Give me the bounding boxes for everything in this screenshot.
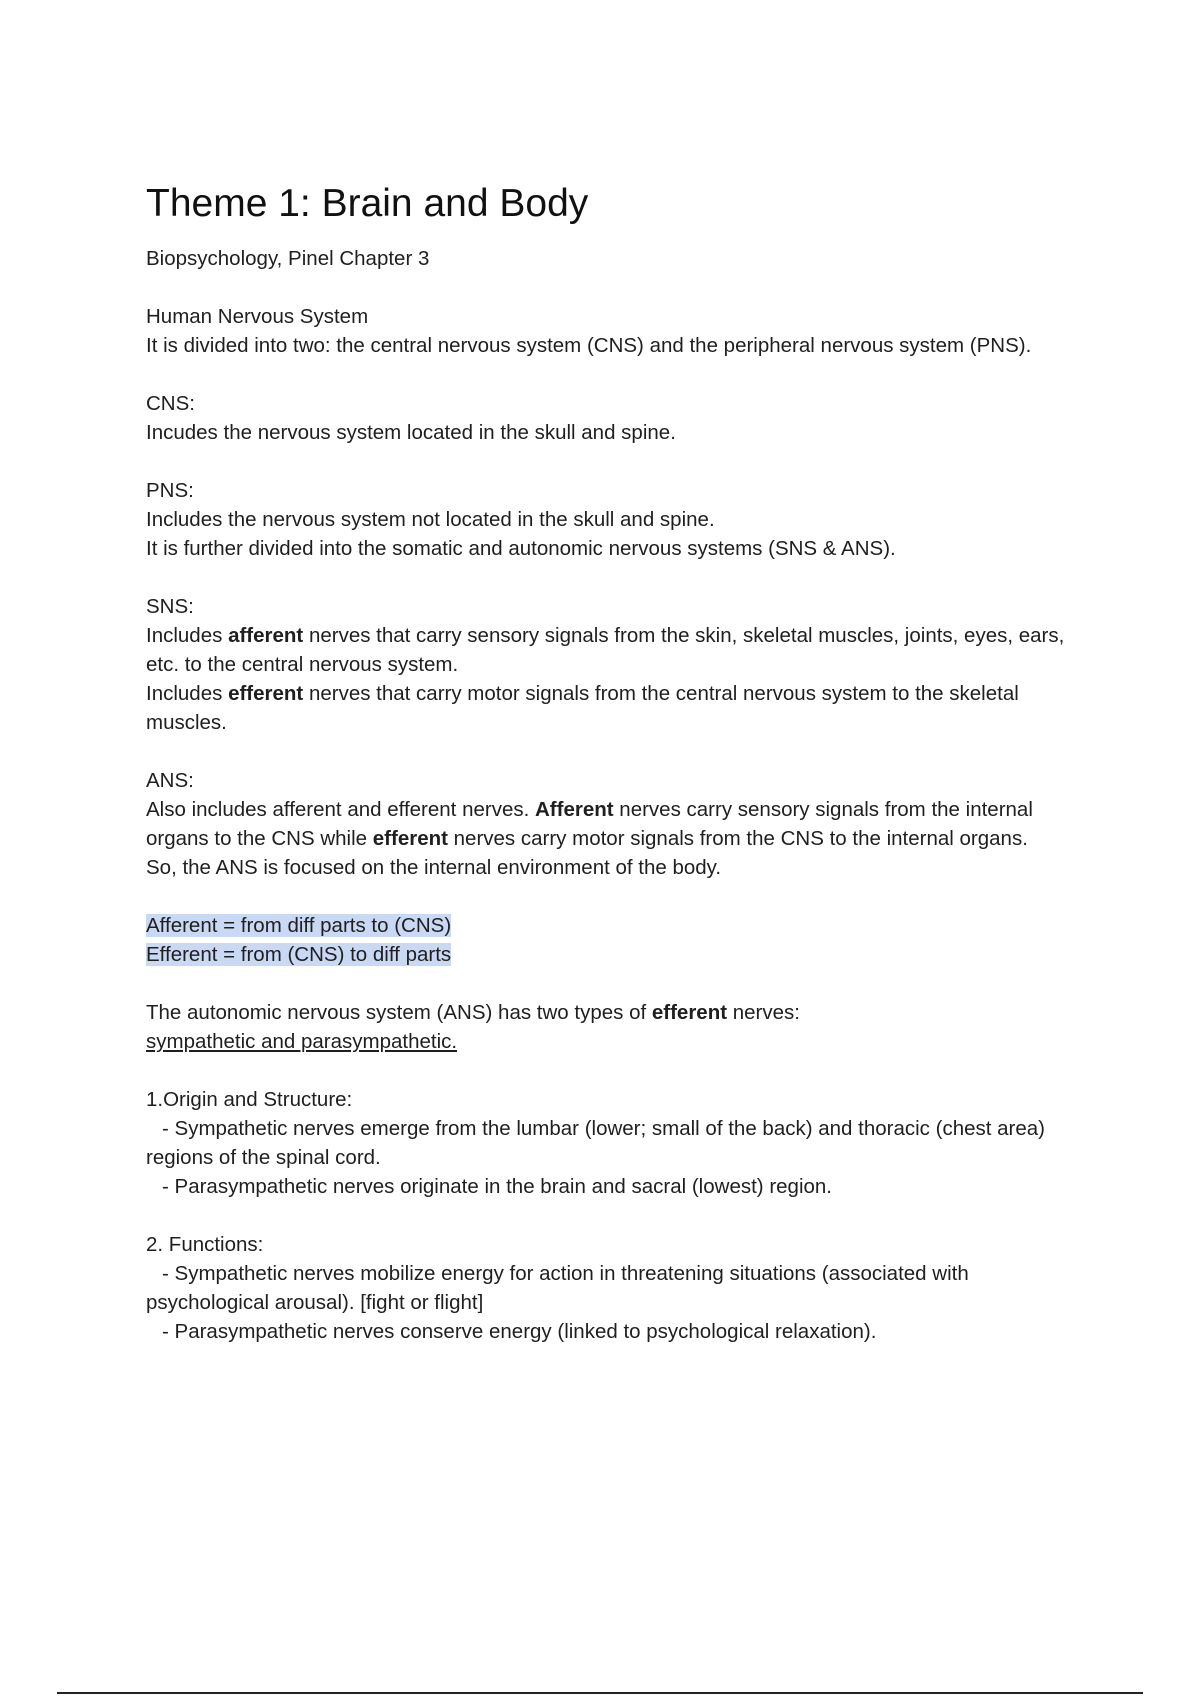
text-run: nerves that carry motor signals from the central nervous system to the skeletal muscles. xyxy=(146,682,1019,734)
section-sns xyxy=(146,592,1096,737)
section-ans xyxy=(146,766,1096,882)
highlighted-text: Efferent = from (CNS) to diff parts xyxy=(146,943,452,966)
list-item-text: - Parasympathetic nerves originate in the brain and sacral (lowest) region. xyxy=(162,1175,832,1198)
paragraph xyxy=(146,795,1096,853)
list-item xyxy=(146,1172,1096,1201)
page-title: Theme 1: Brain and Body xyxy=(146,182,589,225)
bold-term: efferent xyxy=(651,1001,728,1024)
section-heading: SNS: xyxy=(146,595,194,618)
section-pns xyxy=(146,476,1096,563)
list-item-text: - Sympathetic nerves mobilize energy for action in threatening situations (associated with psychological arousal). [fight or flight] xyxy=(146,1262,969,1314)
text-run: nerves: xyxy=(727,1001,800,1024)
section-cns xyxy=(146,389,1096,447)
footer-divider xyxy=(57,1692,1143,1694)
text-run: Includes xyxy=(146,624,229,647)
paragraph: It is divided into two: the central nervous system (CNS) and the peripheral nervous system (PNS). xyxy=(146,334,1032,357)
text-run: Also includes afferent and efferent nerves. xyxy=(146,798,535,821)
paragraph: So, the ANS is focused on the internal environment of the body. xyxy=(146,856,722,879)
section-origin xyxy=(146,1085,1096,1201)
underlined-text: sympathetic and parasympathetic. xyxy=(146,1030,458,1053)
paragraph xyxy=(146,621,1096,679)
text-run: nerves carry motor signals from the CNS to the internal organs. xyxy=(447,827,1028,850)
highlighted-summary xyxy=(146,911,1096,969)
paragraph xyxy=(146,679,1096,737)
section-heading: ANS: xyxy=(146,769,194,792)
list-item xyxy=(146,1317,1096,1346)
section-heading: Human Nervous System xyxy=(146,305,369,328)
paragraph: It is further divided into the somatic and autonomic nervous systems (SNS & ANS). xyxy=(146,537,896,560)
section-efferent-types xyxy=(146,998,1096,1056)
list-item-text: - Sympathetic nerves emerge from the lumbar (lower; small of the back) and thoracic (chest area) regions of the spinal cord. xyxy=(146,1117,1045,1169)
text-run: nerves that carry sensory signals from the skin, skeletal muscles, joints, eyes, ears, etc. to the central nervous system. xyxy=(146,624,1065,676)
bold-term: efferent xyxy=(228,682,304,705)
list-item xyxy=(146,1114,1096,1172)
section-heading: CNS: xyxy=(146,392,195,415)
paragraph: Includes the nervous system not located in the skull and spine. xyxy=(146,508,715,531)
section-functions xyxy=(146,1230,1096,1346)
bold-term: efferent xyxy=(372,827,448,850)
paragraph xyxy=(146,998,1096,1027)
list-item xyxy=(146,1259,1096,1317)
section-heading: 1.Origin and Structure: xyxy=(146,1088,353,1111)
highlighted-text: Afferent = from diff parts to (CNS) xyxy=(146,914,452,937)
text-run: The autonomic nervous system (ANS) has two types of xyxy=(146,1001,652,1024)
text-run: nerves carry sensory signals from the internal organs to the CNS while xyxy=(146,798,1033,850)
paragraph: Incudes the nervous system located in the skull and spine. xyxy=(146,421,676,444)
section-heading: PNS: xyxy=(146,479,194,502)
list-item-text: - Parasympathetic nerves conserve energy (linked to psychological relaxation). xyxy=(162,1320,877,1343)
document-body xyxy=(146,180,1096,1346)
bold-term: afferent xyxy=(228,624,304,647)
section-nervous-system xyxy=(146,302,1096,360)
subtitle: Biopsychology, Pinel Chapter 3 xyxy=(146,247,430,270)
text-run: Includes xyxy=(146,682,229,705)
bold-term: Afferent xyxy=(535,798,614,821)
section-heading: 2. Functions: xyxy=(146,1233,264,1256)
